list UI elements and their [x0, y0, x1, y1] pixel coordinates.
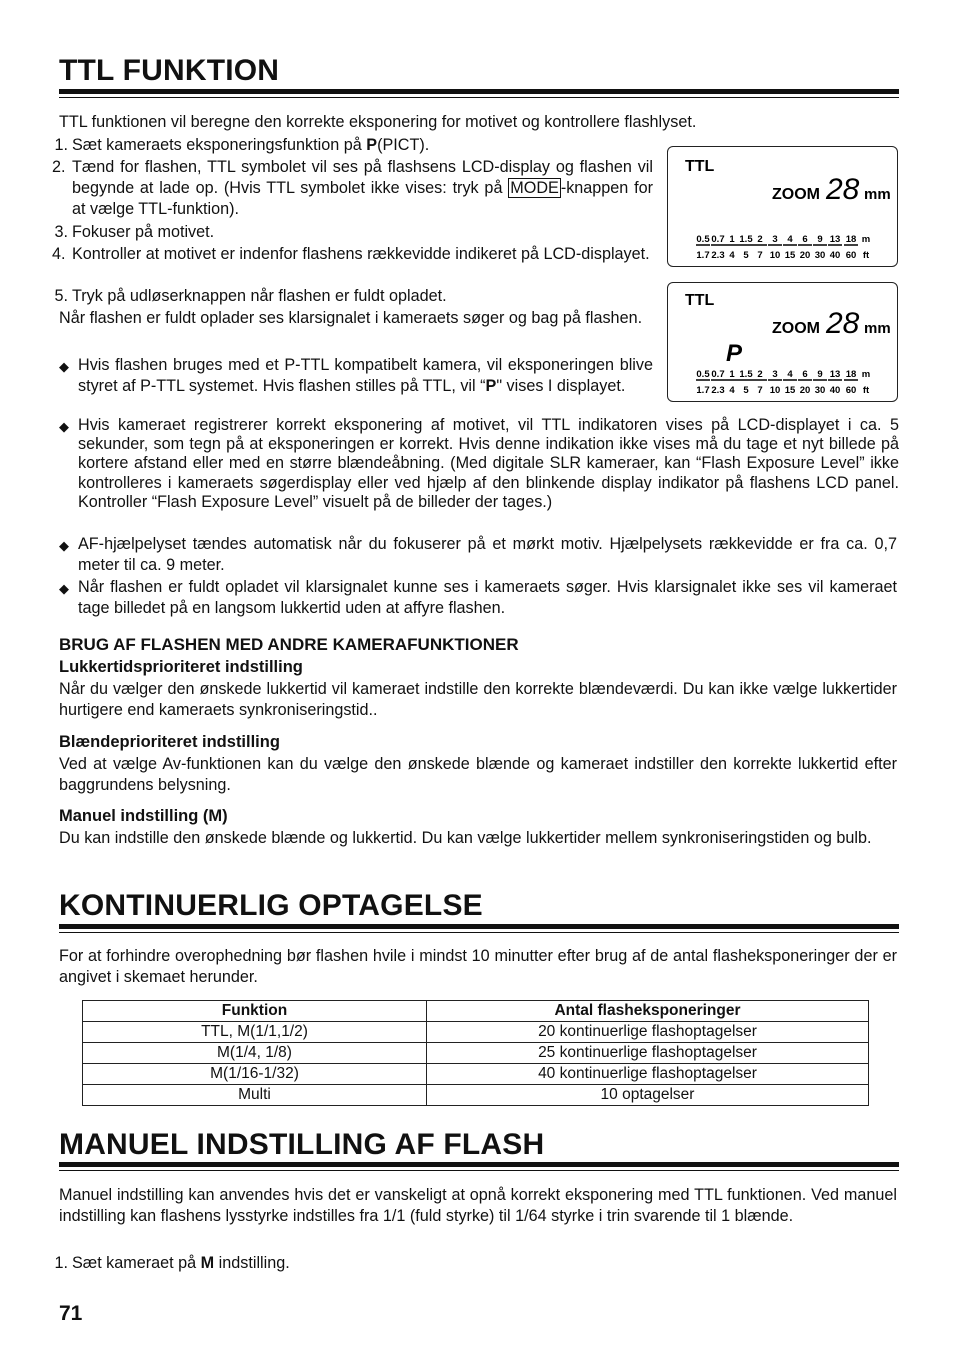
kontinuerlig-intro: For at forhindre overophedning bør flashen hvile i mindst 10 minutter efter brug af de antal flasheksponeringer der er angivet i skemaet herunder. [59, 947, 897, 986]
lcd-ft-scale-label: 40 [829, 385, 841, 396]
table-row [83, 1022, 869, 1043]
lcd-ft-scale-label: ft [862, 250, 870, 261]
lcd-m-scale-label: 4 [787, 369, 793, 380]
lcd-ft-scale-label: 10 [769, 385, 781, 396]
table-cell: 25 kontinuerlige flashoptagelser [427, 1043, 869, 1064]
lcd-ft-scale-label: 20 [799, 385, 811, 396]
lcd-m-scale-label: 1.5 [739, 234, 753, 245]
lcd-zoom-value: 28 [826, 173, 860, 206]
lcd-m-scale-label: 13 [829, 234, 841, 245]
lcd-ft-scale-label: 10 [769, 250, 781, 261]
section-title-brug: BRUG AF FLASHEN MED ANDRE KAMERAFUNKTIONER [59, 635, 519, 654]
section-title-kontinuerlig: KONTINUERLIG OPTAGELSE [59, 889, 483, 922]
subtitle-blaende: Blændeprioriteret indstilling [59, 733, 280, 751]
lcd-ft-scale-label: ft [862, 385, 870, 396]
lcd-ft-scale-label: 4 [729, 385, 735, 396]
lcd-ft-scale-label: 5 [743, 385, 749, 396]
lcd-m-scale-label: 3 [772, 234, 778, 245]
lcd-m-scale-label: 0.7 [711, 234, 725, 245]
lcd-m-scale-label: 0.5 [696, 369, 710, 380]
lcd-zoom-label: ZOOM [772, 320, 820, 337]
lcd-m-scale-label: 2 [757, 369, 763, 380]
flash-count-table [82, 1000, 869, 1106]
lcd-p-indicator: P [726, 340, 743, 367]
lcd-zoom-value: 28 [826, 307, 860, 340]
lcd-ft-scale-label: 7 [757, 385, 763, 396]
bullet-3: ◆ AF-hjælpelyset tændes automatisk når du fokuserer på et mørkt motiv. Hjælpelysets rækkevidde er fra ca. 0,7 meter til ca. 9 meter. [59, 535, 897, 574]
lcd-m-scale-label: 0.7 [711, 369, 725, 380]
lcd-ft-scale-label: 15 [784, 385, 796, 396]
lcd-ttl-label: TTL [685, 158, 715, 175]
lcd-m-scale-label: 18 [845, 369, 857, 380]
mode-button-label: MODE [510, 179, 559, 197]
table-header-row [83, 1001, 869, 1022]
lcd-m-scale-label: 6 [802, 234, 808, 245]
table-cell: Multi [83, 1085, 427, 1106]
table-cell: M(1/16-1/32) [83, 1064, 427, 1085]
lcd-zoom-label: ZOOM [772, 186, 820, 203]
lcd-ft-scale-label: 30 [814, 250, 826, 261]
table-cell: 20 kontinuerlige flashoptagelser [427, 1022, 869, 1043]
lcd-display-pttl [667, 282, 898, 402]
title-rule-thin [59, 97, 899, 98]
lcd-m-scale-label: 9 [817, 234, 823, 245]
bullet-1: ◆ Hvis flashen bruges med et P-TTL kompatibelt kamera, vil eksponeringen blive styret af P-TTL systemet. Hvis flashen stilles på TTL, vil “P" vises I displayet. [59, 356, 653, 395]
lcd-ft-scale-label: 5 [743, 250, 749, 261]
step-1: 1. Sæt kameraets eksponeringsfunktion på P(PICT). [54, 136, 430, 154]
subtitle-lukkertid: Lukkertidsprioriteret indstilling [59, 658, 303, 676]
page-number: 71 [59, 1302, 83, 1325]
table-cell: M(1/4, 1/8) [83, 1043, 427, 1064]
bullet-4: ◆ Når flashen er fuldt opladet vil klarsignalet kunne ses i kameraets søger. Hvis klarsignalet ikke ses vil kameraet tage billedet på en langsom lukkertid uden at affyre flashen. [59, 578, 897, 617]
lcd-ft-scale-label: 15 [784, 250, 796, 261]
title-rule [59, 1162, 899, 1167]
table-row [83, 1064, 869, 1085]
lcd-ft-scale-label: 2.3 [711, 385, 725, 396]
manuel-intro: Manuel indstilling kan anvendes hvis det er vanskeligt at opnå korrekt eksponering med TTL funktionen. Ved manuel indstilling kan flashens lysstyrke indstilles fra 1/1 (fuld styrke) til 1/64 styrke i trin svarende til 1 blænde. [59, 1186, 897, 1225]
lcd-m-scale-label: 1 [729, 234, 735, 245]
section-title-manuel: MANUEL INDSTILLING AF FLASH [59, 1128, 545, 1161]
lcd-ft-scale-label: 1.7 [696, 385, 710, 396]
lcd-m-scale-label: 1.5 [739, 369, 753, 380]
lcd-m-scale-label: 0.5 [696, 234, 710, 245]
table-cell: 40 kontinuerlige flashoptagelser [427, 1064, 869, 1085]
lcd-ft-scale-label: 60 [845, 385, 857, 396]
lcd-ft-scale-label: 2.3 [711, 250, 725, 261]
step-3: 3. Fokuser på motivet. [54, 223, 215, 241]
lcd-m-scale-label: 9 [817, 369, 823, 380]
lcd-zoom-unit: mm [864, 186, 891, 203]
lcd-ft-scale-label: 60 [845, 250, 857, 261]
lcd-ft-scale-label: 20 [799, 250, 811, 261]
step-4: 4. Kontroller at motivet er indenfor flashens rækkevidde indikeret på LCD-displayet. [52, 245, 650, 263]
lcd-ft-scale-label: 7 [757, 250, 763, 261]
lcd-m-scale-label: 18 [845, 234, 857, 245]
table-cell: 10 optagelser [427, 1085, 869, 1106]
table-row [83, 1085, 869, 1106]
table-header: Funktion [83, 1001, 427, 1022]
table-row [83, 1043, 869, 1064]
lcd-m-scale-label: 4 [787, 234, 793, 245]
lcd-m-scale-label: 13 [829, 369, 841, 380]
lcd-m-scale-label: 1 [729, 369, 735, 380]
table-header: Antal flasheksponeringer [427, 1001, 869, 1022]
step-5: 5. Tryk på udløserknappen når flashen er fuldt opladet. [54, 287, 447, 305]
title-rule [59, 924, 899, 929]
text-manuel: Du kan indstille den ønskede blænde og lukkertid. Du kan vælge lukkertider mellem synkroniseringstiden og bulb. [59, 829, 872, 847]
lcd-m-scale-label: m [861, 369, 871, 380]
lcd-m-scale-label: 2 [757, 234, 763, 245]
lcd-ft-scale-label: 1.7 [696, 250, 710, 261]
lcd-ttl-label: TTL [685, 292, 715, 309]
table-cell: TTL, M(1/1,1/2) [83, 1022, 427, 1043]
title-rule-thin [59, 932, 899, 933]
lcd-display-ttl [667, 146, 898, 267]
title-rule [59, 89, 899, 94]
step-2: 2. Tænd for flashen, TTL symbolet vil ses på flashsens LCD-display og flashen vil begynde at lade op. (Hvis TTL symbolet ikke vises: tryk på MODE -knappen for at vælge TTL-funktion). [52, 158, 653, 218]
manuel-step-1: 1. Sæt kameraet på M indstilling. [54, 1254, 290, 1272]
lcd-ft-scale-label: 4 [729, 250, 735, 261]
lcd-m-scale-label: 6 [802, 369, 808, 380]
ttl-after-steps: Når flashen er fuldt oplader ses klarsignalet i kameraets søger og bag på flashen. [59, 309, 643, 327]
bullet-2: ◆ Hvis kameraet registrerer korrekt eksponering af motivet, vil TTL indikatoren vises på LCD-displayet i ca. 5 sekunder, som tegn på at eksponeringen er korrekt. Hvis denne indikation ikke vises må du tage et nyt billede på kortere afstand eller med en større blændeåbning. (Med digitale SLR kameraer, kan “Flash Exposure Level” ikke kontrolleres i kameraets søgerdisplay eller ved hjælp af den blinkende display indikator på flashens LCD panel. Kontroller “Flash Exposure Level” visuelt på de billeder der tages.) [59, 416, 899, 511]
section-title-ttl: TTL FUNKTION [59, 54, 280, 87]
lcd-m-scale-label: m [861, 234, 871, 245]
subtitle-manuel: Manuel indstilling (M) [59, 807, 228, 825]
lcd-ft-scale-label: 30 [814, 385, 826, 396]
ttl-intro: TTL funktionen vil beregne den korrekte eksponering for motivet og kontrollere flashlyset. [59, 113, 697, 131]
lcd-zoom-unit: mm [864, 320, 891, 337]
lcd-ft-scale-label: 40 [829, 250, 841, 261]
text-blaende: Ved at vælge Av-funktionen kan du vælge den ønskede blænde og kameraet indstiller den korrekte lukkertid efter baggrundens belysning. [59, 755, 897, 794]
title-rule-thin [59, 1170, 899, 1171]
lcd-m-scale-label: 3 [772, 369, 778, 380]
text-lukkertid: Når du vælger den ønskede lukkertid vil kameraet indstille den korrekte blændeværdi. Du kan ikke vælge lukkertider hurtigere end kameraets synkroniseringstid.. [59, 680, 897, 719]
